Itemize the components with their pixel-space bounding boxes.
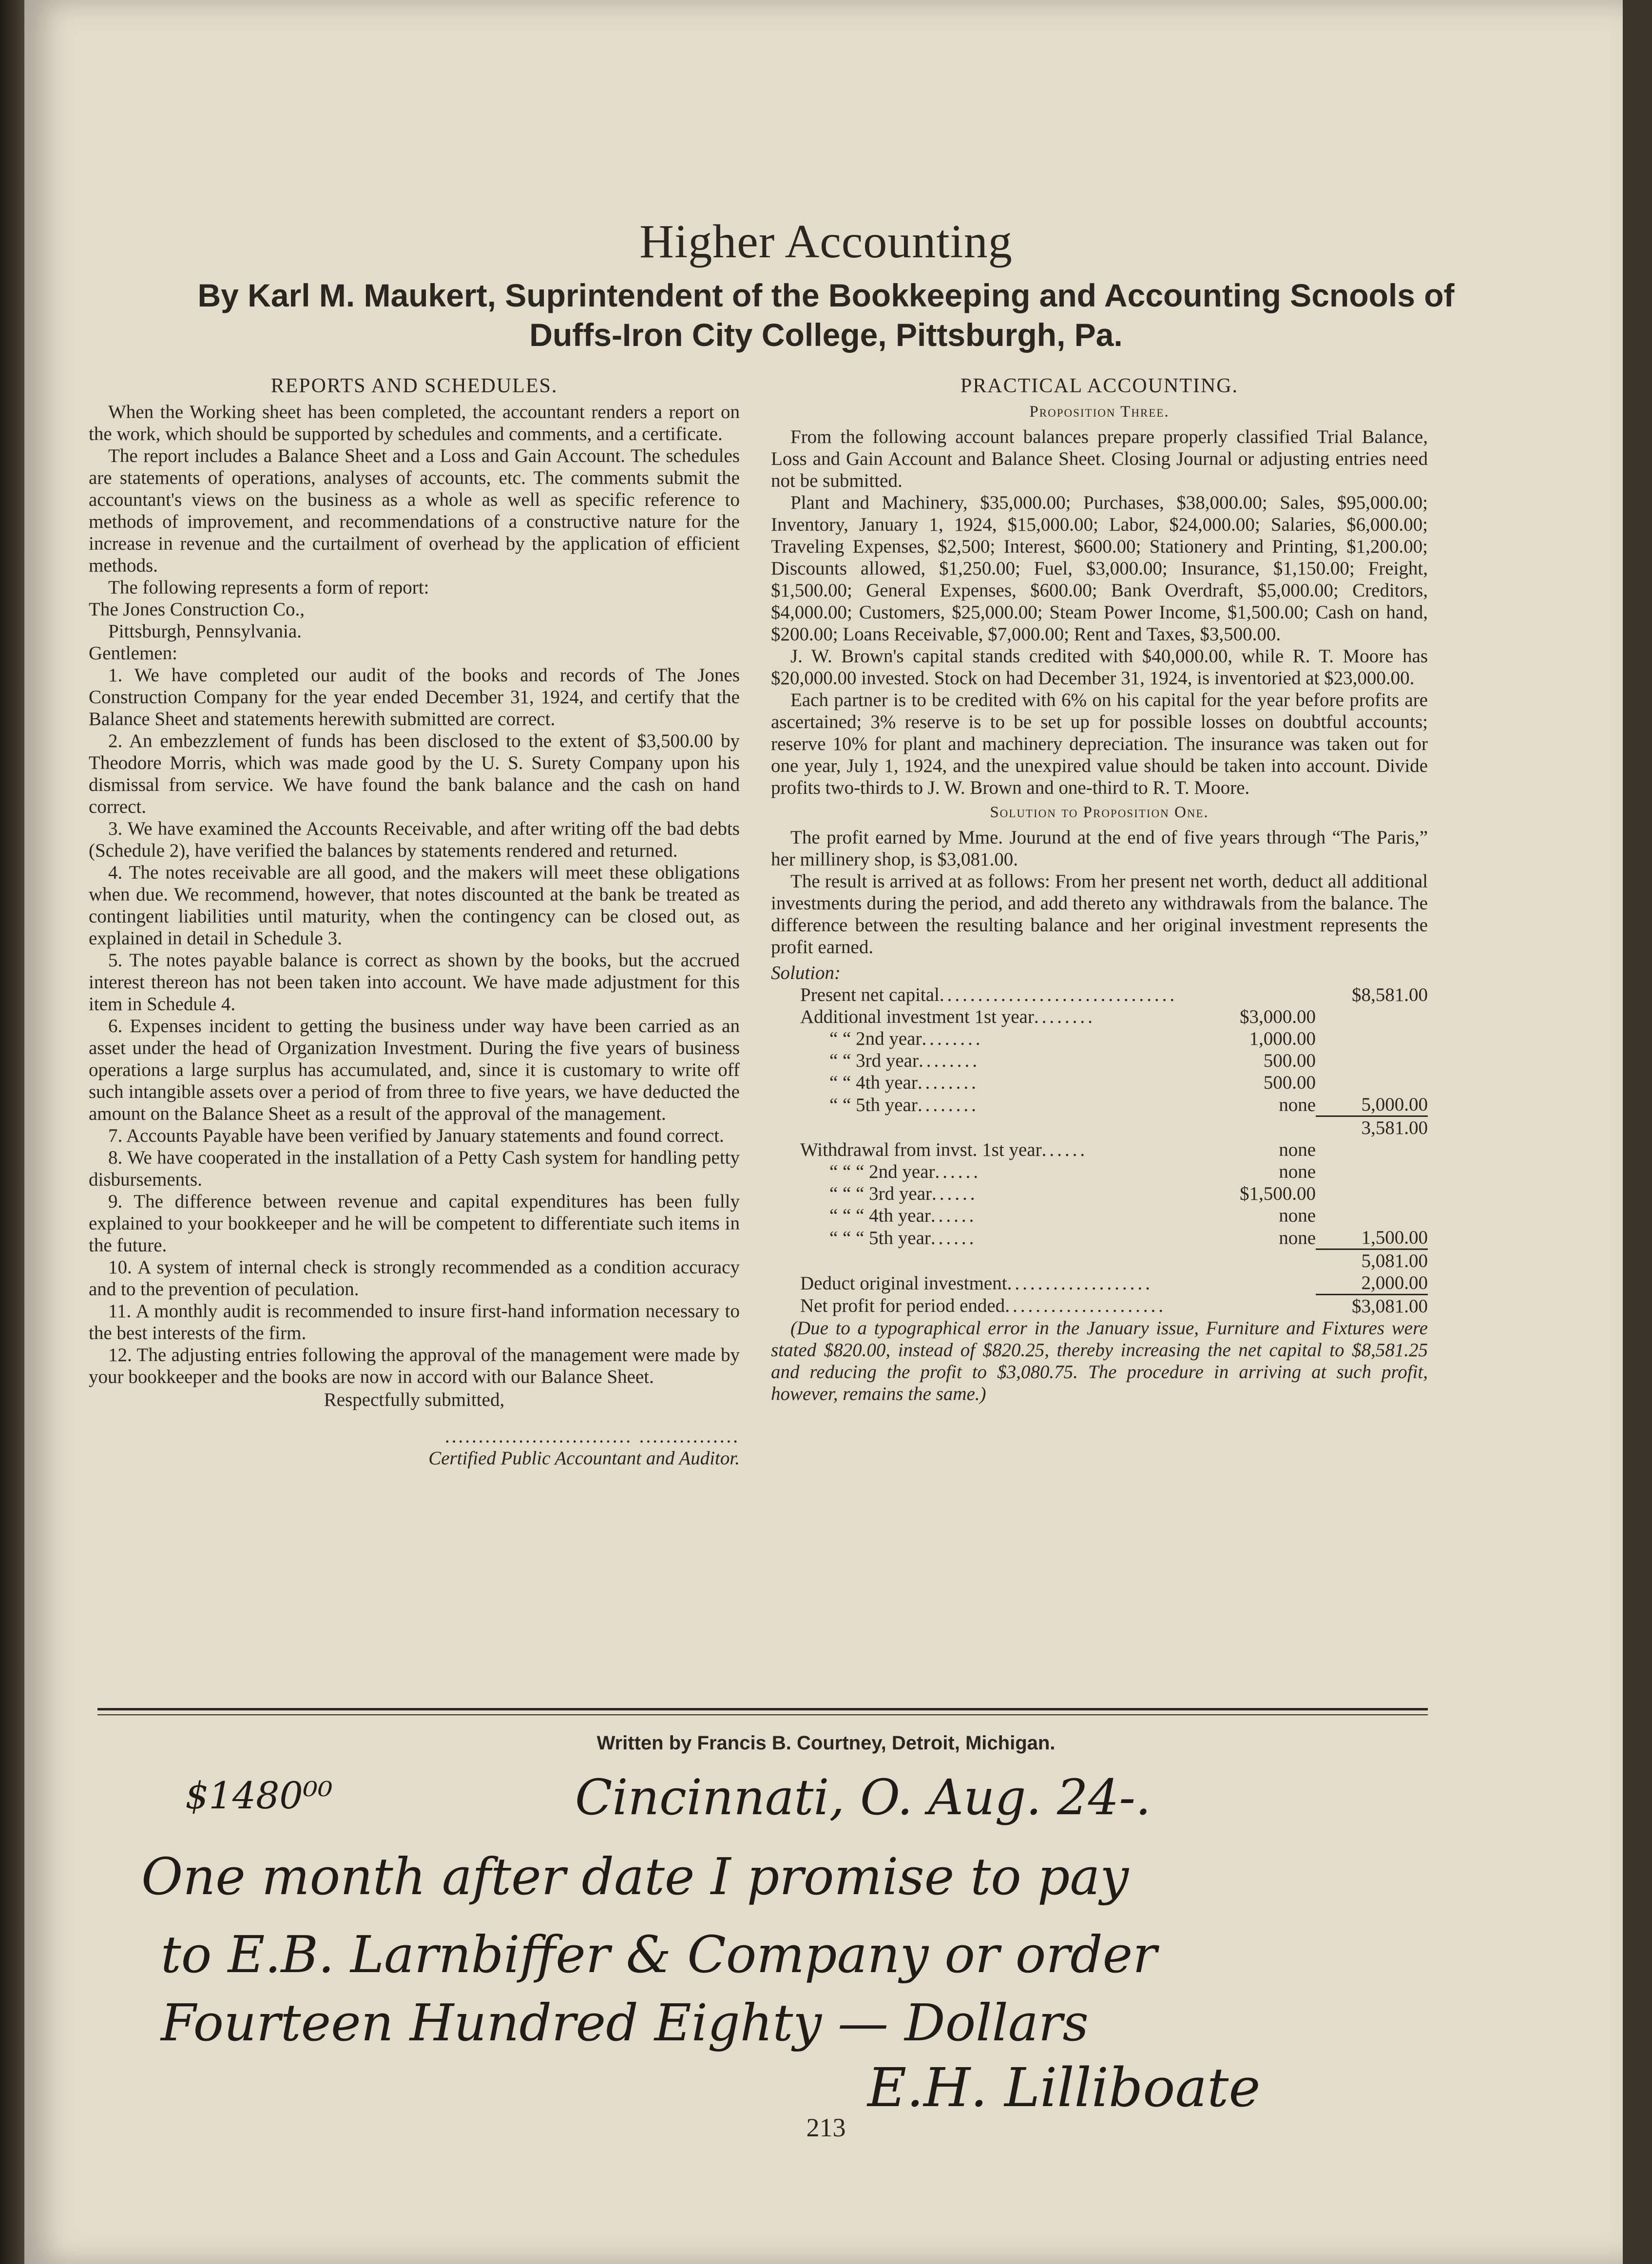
right-paragraph-6: The result is arrived at as follows: From her present net worth, deduct all additional investments during the period, and add thereto any withdrawals from the balance. The difference between the resulting balance and her original investment represents the profit earned. — [771, 871, 1428, 958]
withdrawal-amount: none — [1279, 1227, 1316, 1248]
solution-heading: Solution to Proposition One. — [990, 804, 1209, 821]
table-row — [771, 1116, 1428, 1139]
additional-amount: 500.00 — [1263, 1050, 1316, 1071]
table-row — [771, 1272, 1428, 1295]
byline-line-2: Duffs-Iron City College, Pittsburgh, Pa. — [529, 316, 1123, 353]
right-column — [771, 375, 1428, 1405]
right-paragraph-1: From the following account balances prepare properly classified Trial Balance, Loss and Gain Account and Balance Sheet. Closing Journal or adjusting entries need not be submitted. — [771, 426, 1428, 491]
erratum-note: (Due to a typographical error in the January issue, Furniture and Fixtures were stated $820.00, instead of $820.25, thereby increasing the net capital to $8,581.25 and reducing the profit to $3,080.75. The procedure in arriving at such profit, however, remains the same.) — [771, 1318, 1428, 1404]
report-item: 4. The notes receivable are all good, and the makers will meet these obligations when due. We recommend, however, that notes discounted at the bank be treated as contingent liabilities until maturity, when the contingency can be closed out, as explained in detail in Schedule 3. — [89, 862, 740, 949]
subtotal-1: 3,581.00 — [1316, 1116, 1428, 1139]
right-heading: PRACTICAL ACCOUNTING. — [960, 375, 1239, 397]
page-number: 213 — [806, 2113, 846, 2142]
leader-dots: ........ — [922, 1028, 983, 1049]
left-heading: REPORTS AND SCHEDULES. — [270, 375, 558, 397]
report-item: 5. The notes payable balance is correct as shown by the books, but the accrued interest thereon has not been taken into account. We have made adjustment for this item in Schedule 4. — [89, 950, 740, 1015]
report-item: 2. An embezzlement of funds has been disclosed to the extent of $3,500.00 by Theodore Morris, which was made good by the U. S. Surety Company upon his dismissal from service. We have found the bank balance and the cash on hand correct. — [89, 730, 740, 817]
additional-amount: 1,000.00 — [1249, 1028, 1316, 1049]
additional-amount: $3,000.00 — [1240, 1006, 1316, 1027]
left-intro: When the Working sheet has been completed, the accountant renders a report on the work, which should be supported by schedules and comments, and a certificate. — [89, 402, 740, 444]
signature-line: ............................ ............... — [445, 1426, 740, 1447]
script-amount: $1480⁰⁰ — [185, 1774, 333, 1817]
withdrawal-amount: none — [1279, 1139, 1316, 1160]
table-row — [771, 1227, 1428, 1249]
script-signature: E.H. Lilliboate — [867, 2056, 1261, 2119]
leader-dots: ...... — [930, 1227, 977, 1248]
table-row — [771, 1094, 1428, 1116]
left-column — [89, 375, 740, 1469]
left-paragraph-2: The report includes a Balance Sheet and a Loss and Gain Account. The schedules are statements of operations, analyses of accounts, etc. The comments submit the accountant's views on the business as a whole as well as specific reference to methods of improvement, and recommendations of a constructive nature for the increase in revenue and the curtailment of overhead by the application of efficient methods. — [89, 445, 740, 576]
withdrawal-label: “ “ “ 5th year — [829, 1227, 931, 1248]
script-place-date: Cincinnati, O. Aug. 24-. — [575, 1769, 1151, 1826]
additional-label: “ “ 5th year — [829, 1094, 918, 1115]
byline-line-1: By Karl M. Maukert, Suprintendent of the Bookkeeping and Accounting Scnools of — [197, 277, 1455, 313]
solution-label: Solution: — [771, 962, 841, 983]
leader-dots: ........ — [918, 1050, 980, 1071]
deduct-label: Deduct original investment — [800, 1272, 1007, 1294]
leader-dots: ...... — [932, 1183, 978, 1204]
net-amount: $3,081.00 — [1316, 1295, 1428, 1318]
withdrawal-amount: $1,500.00 — [1240, 1183, 1316, 1204]
table-row — [771, 1072, 1428, 1094]
present-label: Present net capital — [800, 984, 940, 1005]
page-title: Higher Accounting — [639, 215, 1013, 268]
additional-label: Additional investment 1st year — [800, 1006, 1034, 1027]
divider-rule — [97, 1708, 1428, 1710]
additional-label: “ “ 4th year — [829, 1072, 918, 1093]
present-amount: $8,581.00 — [1352, 984, 1428, 1005]
script-line-3: Fourteen Hundred Eighty — Dollars — [161, 1993, 1089, 2053]
additional-total: 5,000.00 — [1361, 1094, 1428, 1115]
table-row — [771, 984, 1428, 1006]
script-line-2: to E.B. Larnbiffer & Company or order — [161, 1925, 1157, 1984]
report-item: 10. A system of internal check is strongly recommended as a condition accuracy and to the prevention of peculation. — [89, 1257, 740, 1300]
salutation: Gentlemen: — [89, 643, 177, 664]
additional-amount: 500.00 — [1263, 1072, 1316, 1093]
report-item: 3. We have examined the Accounts Receivable, and after writing off the bad debts (Schedule 2), have verified the balances by statements rendered and returned. — [89, 818, 740, 861]
withdrawal-amount: none — [1279, 1205, 1316, 1226]
right-paragraph-2: Plant and Machinery, $35,000.00; Purchases, $38,000.00; Sales, $95,000.00; Inventory, January 1, 1924, $15,000.00; Labor, $24,000.00; Salaries, $6,000.00; Traveling Expenses, $2,500; Interest, $600.00; Stationery and Printing, $1,200.00; Discounts allowed, $1,250.00; Fuel, $3,000.00; Insurance, $1,150.00; Freight, $1,500.00; General Expenses, $600.00; Bank Overdraft, $5,000.00; Creditors, $4,000.00; Customers, $25,000.00; Steam Power Income, $1,500.00; Cash on hand, $200.00; Loans Receivable, $7,000.00; Rent and Taxes, $3,500.00. — [771, 492, 1428, 645]
withdrawal-label: “ “ “ 2nd year — [829, 1161, 935, 1182]
right-paragraph-4: Each partner is to be credited with 6% on his capital for the year before profits are ascertained; 3% reserve is to be set up for possible losses on doubtful accounts; reserve 10% for plant and machinery depreciation. The insurance was taken out for one year, July 1, 1924, and the unexpired value should be taken into account. Divide profits two-thirds to J. W. Brown and one-third to R. T. Moore. — [771, 690, 1428, 798]
report-item: 12. The adjusting entries following the approval of the management were made by your bookkeeper and the books are now in accord with our Balance Sheet. — [89, 1344, 740, 1387]
leader-dots: ............................... — [939, 984, 1178, 1005]
report-item: 8. We have cooperated in the installation of a Petty Cash system for handling petty disbursements. — [89, 1147, 740, 1190]
script-line-1: One month after date I promise to pay — [141, 1847, 1129, 1906]
left-paragraph-3: The following represents a form of report: — [108, 577, 429, 598]
deduct-amount: 2,000.00 — [1361, 1272, 1428, 1293]
report-item: 7. Accounts Payable have been verified by January statements and found correct. — [108, 1125, 724, 1146]
leader-dots: ........ — [917, 1094, 979, 1115]
additional-label: “ “ 3rd year — [829, 1050, 919, 1071]
report-item: 11. A monthly audit is recommended to insure first-hand information necessary to the best interests of the firm. — [89, 1301, 740, 1343]
table-row — [771, 1249, 1428, 1272]
report-item: 1. We have completed our audit of the books and records of The Jones Construction Company for the year ended December 31, 1924, and certify that the Balance Sheet and statements herewith submitted are correct. — [89, 665, 740, 729]
addressee-city: Pittsburgh, Pennsylvania. — [108, 621, 302, 642]
title-block — [0, 214, 1652, 354]
penmanship-credit: Written by Francis B. Courtney, Detroit, Michigan. — [596, 1732, 1056, 1754]
leader-dots: ...... — [1041, 1139, 1088, 1160]
additional-label: “ “ 2nd year — [829, 1028, 922, 1049]
divider-rule-thin — [97, 1714, 1428, 1715]
signature-caption: Certified Public Accountant and Auditor. — [428, 1448, 740, 1469]
table-row — [771, 1161, 1428, 1183]
right-paragraph-3: J. W. Brown's capital stands credited with $40,000.00, while R. T. Moore has $20,000.00 invested. Stock on had December 31, 1924, is inventoried at $23,000.00. — [771, 646, 1428, 689]
subtotal-2: 5,081.00 — [1316, 1249, 1428, 1272]
withdrawal-label: “ “ “ 4th year — [829, 1205, 931, 1226]
withdrawal-label: Withdrawal from invst. 1st year — [800, 1139, 1042, 1160]
proposition-heading: Proposition Three. — [1029, 403, 1170, 421]
leader-dots: ........ — [1034, 1006, 1095, 1027]
addressee: The Jones Construction Co., — [89, 599, 305, 620]
report-item: 6. Expenses incident to getting the business under way have been carried as an asset under the head of Organization Investment. During the five years of business operations a large surplus has accumulated, and, since it is customary to write off such intangible assets over a period of from three to five years, we have deducted the amount on the Balance Sheet as a result of the approval of the management. — [89, 1016, 740, 1124]
withdrawal-amount: none — [1279, 1161, 1316, 1182]
additional-amount: none — [1279, 1094, 1316, 1115]
leader-dots: ........ — [917, 1072, 979, 1093]
table-row — [771, 1183, 1428, 1205]
table-row — [771, 1028, 1428, 1050]
leader-dots: ..................... — [1005, 1295, 1166, 1317]
table-row — [771, 1006, 1428, 1028]
table-row — [771, 1050, 1428, 1072]
withdrawal-label: “ “ “ 3rd year — [829, 1183, 932, 1204]
table-row — [771, 1139, 1428, 1161]
table-row — [771, 1295, 1428, 1318]
net-label: Net profit for period ended — [800, 1295, 1005, 1317]
table-row — [771, 1205, 1428, 1227]
leader-dots: ...... — [930, 1205, 977, 1226]
leader-dots: ................... — [1007, 1272, 1153, 1294]
leader-dots: ...... — [935, 1161, 981, 1182]
solution-table — [771, 984, 1428, 1317]
closing: Respectfully submitted, — [324, 1389, 505, 1410]
right-paragraph-5: The profit earned by Mme. Jourund at the end of five years through “The Paris,” her millinery shop, is $3,081.00. — [771, 827, 1428, 870]
report-item: 9. The difference between revenue and capital expenditures has been fully explained to your bookkeeper and he will be competent to differentiate such items in the future. — [89, 1191, 740, 1256]
withdrawal-total: 1,500.00 — [1361, 1227, 1428, 1248]
byline — [0, 276, 1652, 354]
